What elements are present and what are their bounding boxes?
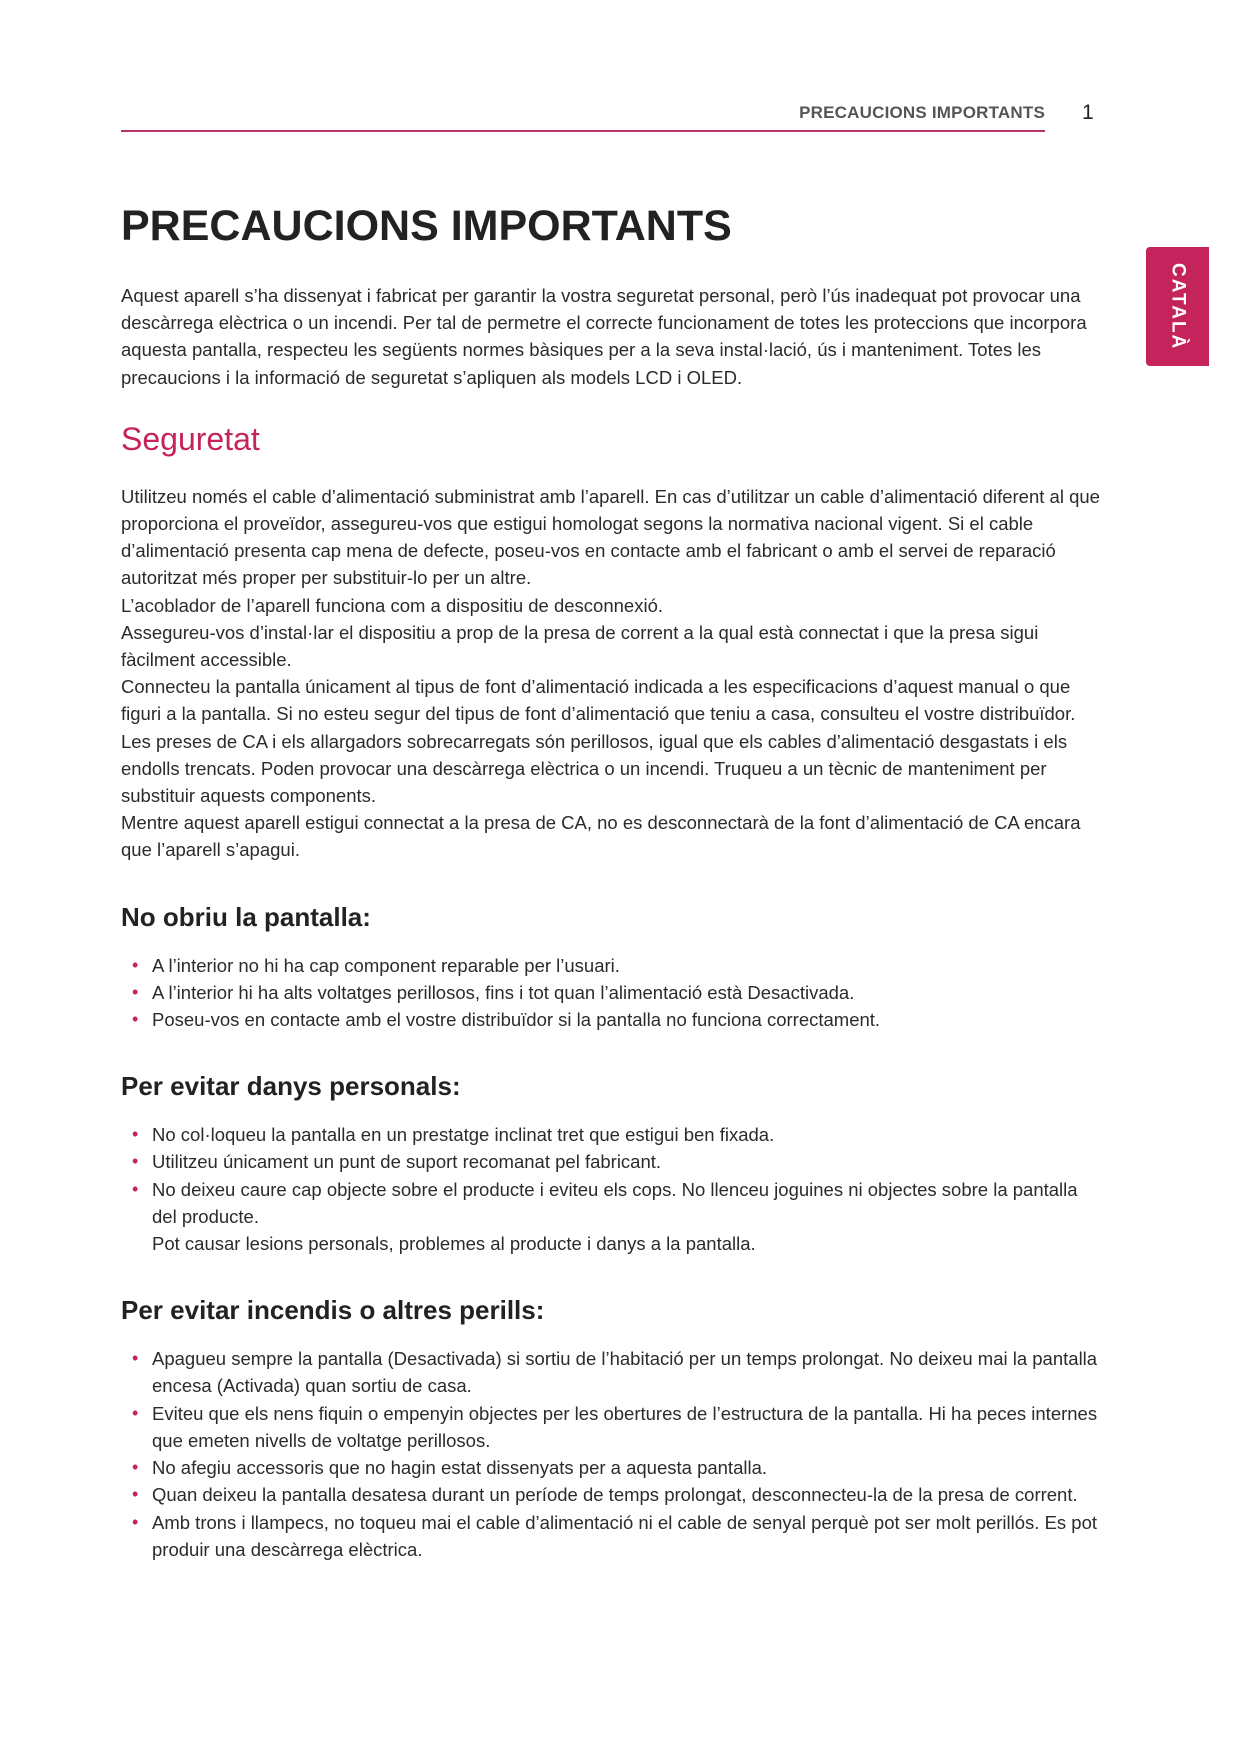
bullet-icon: • (132, 1348, 139, 1369)
list-item: • No col·loqueu la pantalla en un prestatge inclinat tret que estigui ben fixada. (121, 1121, 1101, 1148)
header-divider (121, 130, 1045, 132)
section-paragraph: Utilitzeu només el cable d’alimentació subministrat amb l’aparell. En cas d’utilitzar un cable d’alimentació diferent al que proporciona el proveïdor, assegureu-vos que estigui homologat segons la normativa nacional vigent. Si el cable d’alimentació presenta cap mena de defecte, poseu-vos en contacte amb el fabricant o amb el servei de reparació autoritzat més proper per substituir-lo per un altre. (121, 485, 1100, 589)
section-paragraph: Assegureu-vos d’instal·lar el dispositiu a prop de la presa de corrent a la qual està connectat i que la presa sigui fàcilment accessible. (121, 621, 1039, 671)
language-tab (1146, 247, 1209, 366)
language-tab-label: CATALÀ (1167, 262, 1189, 351)
page-content (121, 200, 1101, 1563)
bullet-icon: • (132, 1178, 139, 1199)
section-paragraph: Mentre aquest aparell estigui connectat a la presa de CA, no es desconnectarà de la font d’alimentació de CA encara que l’aparell s’apagui. (121, 812, 1081, 861)
list-item-note: Pot causar lesions personals, problemes al producte i danys a la pantalla. (152, 1233, 756, 1255)
section-paragraph: Les preses de CA i els allargadors sobrecarregats són perillosos, igual que els cables d’alimentació desgastats i els endolls trencats. Poden provocar una descàrrega elèctrica o un incendi. Truqueu a un tècnic de manteniment per substituir aquests components. (121, 730, 1068, 807)
list-item: • No afegiu accessoris que no hagin estat dissenyats per a aquesta pantalla. (121, 1454, 1101, 1481)
intro-paragraph: Aquest aparell s’ha dissenyat i fabricat per garantir la vostra seguretat personal, però l’ús inadequat pot provocar una descàrrega elèctrica o un incendi. Per tal de permetre el correcte funcionament de totes les proteccions que incorpora aquesta pantalla, respecteu les següents normes bàsiques per a la seva instal·lació, ús i manteniment. Totes les precaucions i la informació de seguretat s’apliquen als models LCD i OLED. (121, 285, 1087, 388)
section-paragraph: Connecteu la pantalla únicament al tipus de font d’alimentació indicada a les especificacions d’aquest manual o que figuri a la pantalla. Si no esteu segur del tipus de font d’alimentació que teniu a casa, consulteu el vostre distribuïdor. (121, 676, 1076, 725)
bullet-icon: • (132, 954, 139, 975)
bullet-icon: • (132, 1484, 139, 1505)
bullet-icon: • (132, 1151, 139, 1172)
bullet-list-danys-personals (121, 1121, 1101, 1257)
section-paragraph: L’acoblador de l’aparell funciona com a dispositiu de desconnexió. (121, 594, 663, 616)
bullet-icon: • (132, 1124, 139, 1145)
bullet-icon: • (132, 1457, 139, 1478)
list-item: • A l’interior no hi ha cap component reparable per l’usuari. (121, 952, 1101, 979)
list-item: • Apagueu sempre la pantalla (Desactivada) si sortiu de l’habitació per un temps prolongat. No deixeu mai la pantalla encesa (Activada) quan sortiu de casa. (121, 1345, 1101, 1399)
list-item: • Utilitzeu únicament un punt de suport recomanat pel fabricant. (121, 1148, 1101, 1175)
list-item: • Quan deixeu la pantalla desatesa durant un període de temps prolongat, desconnecteu-la de la presa de corrent. (121, 1481, 1101, 1508)
list-item: • Amb trons i llampecs, no toqueu mai el cable d’alimentació ni el cable de senyal perquè pot ser molt perillós. Es pot produir una descàrrega elèctrica. (121, 1509, 1101, 1563)
running-header: PRECAUCIONS IMPORTANTS (799, 103, 1045, 122)
bullet-icon: • (132, 981, 139, 1002)
subsection-title-incendis: Per evitar incendis o altres perills: (121, 1295, 545, 1326)
bullet-icon: • (132, 1402, 139, 1423)
bullet-list-no-obriu (121, 952, 1101, 1034)
bullet-icon: • (132, 1009, 139, 1030)
subsection-title-no-obriu: No obriu la pantalla: (121, 901, 371, 932)
list-item: • Poseu-vos en contacte amb el vostre distribuïdor si la pantalla no funciona correctament. (121, 1006, 1101, 1033)
page-title: PRECAUCIONS IMPORTANTS (121, 202, 732, 250)
list-item: • A l’interior hi ha alts voltatges perillosos, fins i tot quan l’alimentació està Desactivada. (121, 979, 1101, 1006)
section-title-seguretat: Seguretat (121, 420, 260, 457)
list-item: • Eviteu que els nens fiquin o empenyin objectes per les obertures de l’estructura de la pantalla. Hi ha peces internes que emeten nivells de voltatge perillosos. (121, 1400, 1101, 1454)
subsection-title-danys-personals: Per evitar danys personals: (121, 1071, 461, 1102)
page-number: 1 (1082, 101, 1094, 124)
bullet-icon: • (132, 1511, 139, 1532)
bullet-list-incendis (121, 1345, 1101, 1563)
list-item: • No deixeu caure cap objecte sobre el producte i eviteu els cops. No llenceu joguines ni objectes sobre la pantalla del producte. Pot causar lesions personals, problemes al producte i danys a la pantalla. (121, 1176, 1101, 1258)
